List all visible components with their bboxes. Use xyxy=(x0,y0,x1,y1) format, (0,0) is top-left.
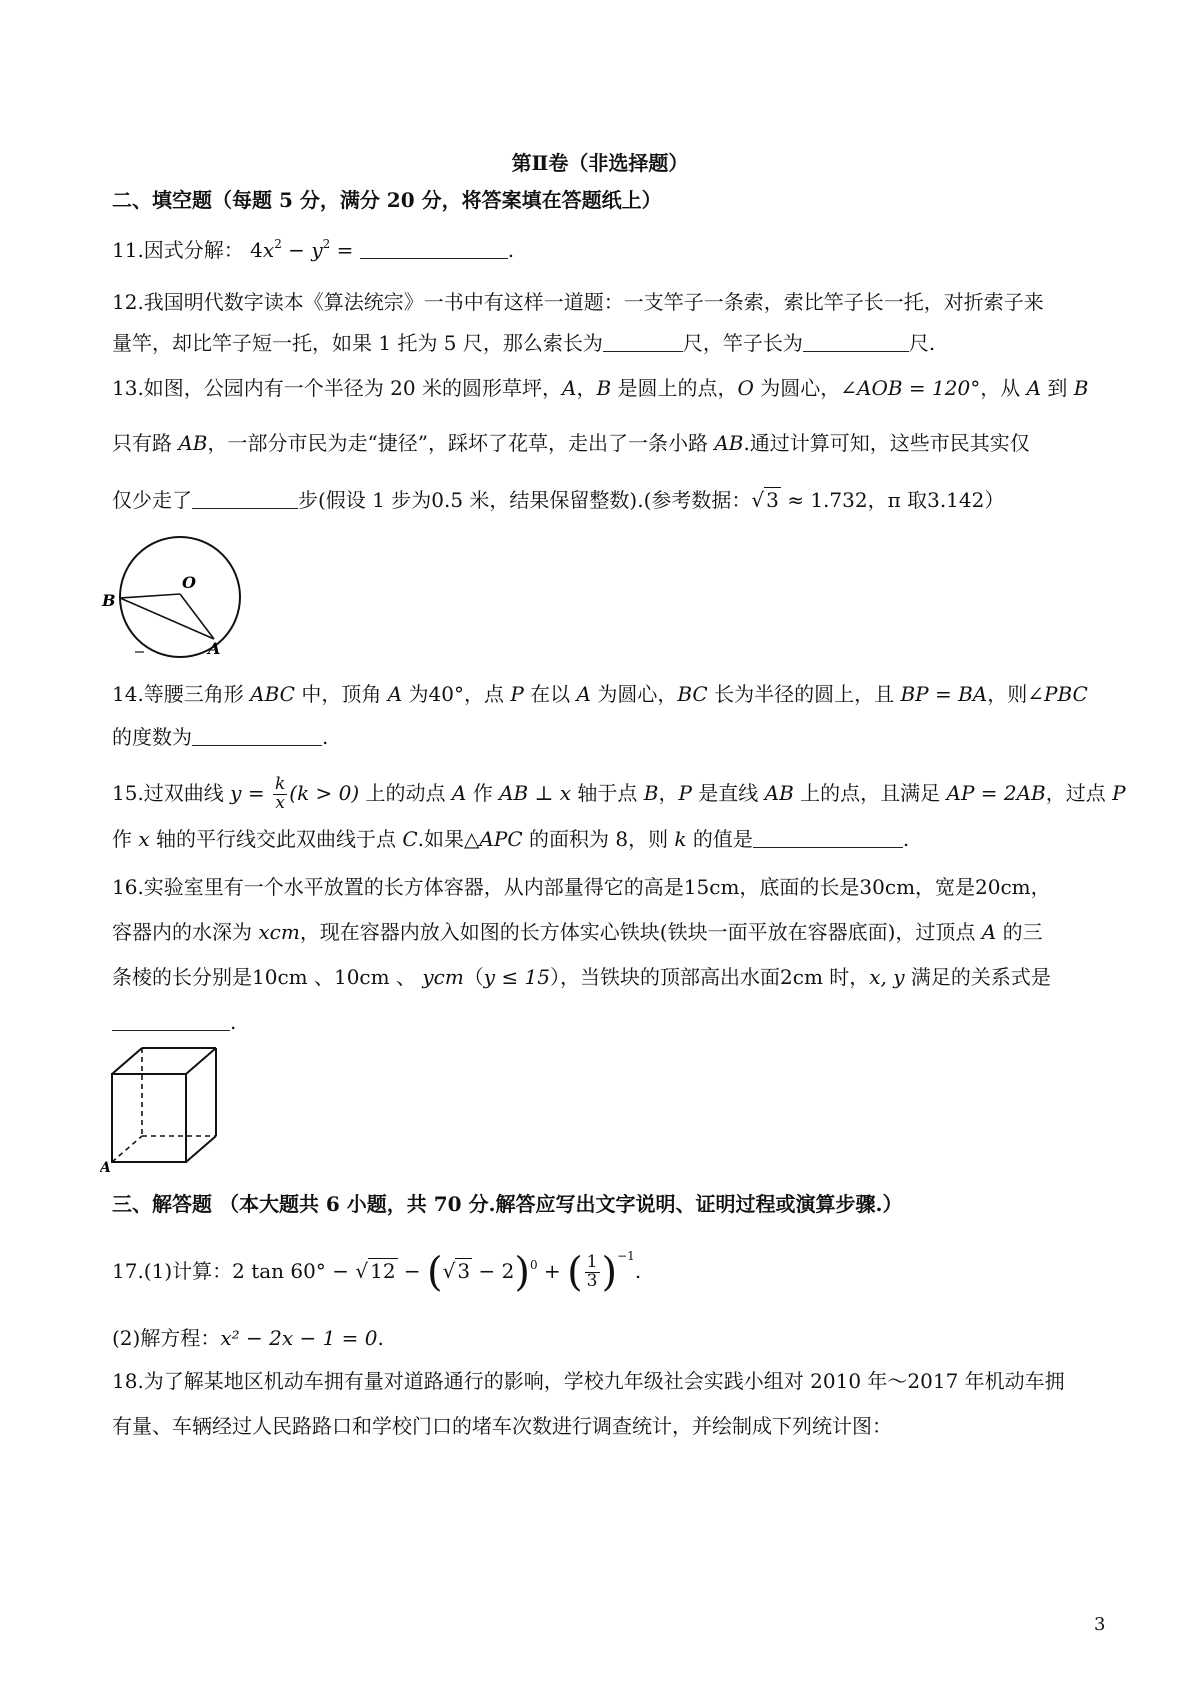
question-15-line-1: 15.过双曲线 y = $\frac{k}{x}$ (k > 0) 上的动点 A 作 AB ⊥ x 轴于点 B，P 是直线 AB 上的点，且满足 AP = 2AB，过点 P xyxy=(112,774,1126,813)
edge xyxy=(186,1048,216,1074)
label-A: A xyxy=(208,639,221,658)
question-13-line-1: 13.如图，公园内有一个半径为 20 米的圆形草坪，A，B 是圆上的点，O 为圆心，∠AOB = 120°，从 A 到 B xyxy=(112,376,1089,400)
question-17-part-2: (2)解方程：x² − 2x − 1 = 0. xyxy=(112,1326,384,1350)
question-18-line-2: 有量、车辆经过人民路路口和学校门口的堵车次数进行调查统计，并绘制成下列统计图： xyxy=(112,1414,892,1438)
radius-OB xyxy=(120,594,180,598)
label-A: A xyxy=(100,1160,111,1174)
question-17-part-1: 17.(1)计算：2 tan 60° − √ 12 − (√ 3 − 2)$^0$ + ( $\frac{1}{3}$ )$^{-1}$. xyxy=(112,1248,642,1296)
label-B: B xyxy=(102,591,116,610)
cuboid-front-face xyxy=(112,1074,186,1162)
question-16-line-3: 条棱的长分别是10cm 、10cm 、 ycm（y ≤ 15），当铁块的顶部高出水面2cm 时，x, y 满足的关系式是 xyxy=(112,965,1051,989)
edge xyxy=(112,1048,142,1074)
cuboid-figure xyxy=(100,1044,230,1174)
answer-blank[interactable] xyxy=(803,333,909,352)
question-15-line-2: 作 x 轴的平行线交此双曲线于点 C.如果△APC 的面积为 8，则 k 的值是 . xyxy=(112,827,910,851)
edge xyxy=(186,1136,216,1162)
question-14-line-1: 14.等腰三角形 ABC 中，顶角 A 为40°，点 P 在以 A 为圆心，BC 长为半径的圆上，且 BP = BA，则∠PBC xyxy=(112,682,1088,706)
answer-blank[interactable] xyxy=(360,240,508,259)
question-16-line-4: . xyxy=(112,1012,236,1032)
question-16-line-1: 16.实验室里有一个水平放置的长方体容器，从内部量得它的高是15cm，底面的长是30cm，宽是20cm， xyxy=(112,875,1051,899)
question-16-line-2: 容器内的水深为 xcm，现在容器内放入如图的长方体实心铁块(铁块一面平放在容器底面)，过顶点 A 的三 xyxy=(112,920,1043,944)
hidden-edge xyxy=(112,1136,142,1162)
question-12-line-2: 量竿，却比竿子短一托，如果 1 托为 5 尺，那么索长为 尺，竿子长为 尺. xyxy=(112,331,936,355)
question-11: 11.因式分解： $4x^2 - y^2$ = . xyxy=(112,237,515,262)
question-13-line-2: 只有路 AB，一部分市民为走“捷径”，踩坏了花草，走出了一条小路 AB.通过计算可知，这些市民其实仅 xyxy=(112,431,1030,455)
answer-blank[interactable] xyxy=(603,333,683,352)
fraction-one-third: $\frac{1}{3}$ xyxy=(586,1252,598,1291)
circle-figure xyxy=(100,528,260,668)
section-title: 第Ⅱ卷（非选择题） xyxy=(511,151,689,175)
answer-blank[interactable] xyxy=(192,490,298,509)
page-number: 3 xyxy=(1094,1614,1106,1635)
answer-blank[interactable] xyxy=(192,727,322,746)
chord-AB xyxy=(120,598,214,639)
fraction-k-over-x: $\frac{k}{x}$ xyxy=(274,774,286,813)
part3-heading: 三、解答题 （本大题共 6 小题，共 70 分.解答应写出文字说明、证明过程或演算步骤.） xyxy=(112,1192,903,1216)
question-13-line-3: 仅少走了 步(假设 1 步为0.5 米，结果保留整数).(参考数据：√ 3 ≈ 1.732，π 取3.142） xyxy=(112,488,1005,512)
answer-blank[interactable] xyxy=(753,829,903,848)
part2-heading: 二、填空题（每题 5 分，满分 20 分，将答案填在答题纸上） xyxy=(112,188,662,212)
question-14-line-2: 的度数为 . xyxy=(112,725,329,749)
question-18-line-1: 18.为了解某地区机动车拥有量对道路通行的影响，学校九年级社会实践小组对 2010 年～2017 年机动车拥 xyxy=(112,1369,1065,1393)
answer-blank[interactable] xyxy=(112,1012,230,1031)
question-12-line-1: 12.我国明代数字读本《算法统宗》一书中有这样一道题：一支竿子一条索，索比竿子长一托，对折索子来 xyxy=(112,290,1044,314)
label-O: O xyxy=(182,573,196,592)
